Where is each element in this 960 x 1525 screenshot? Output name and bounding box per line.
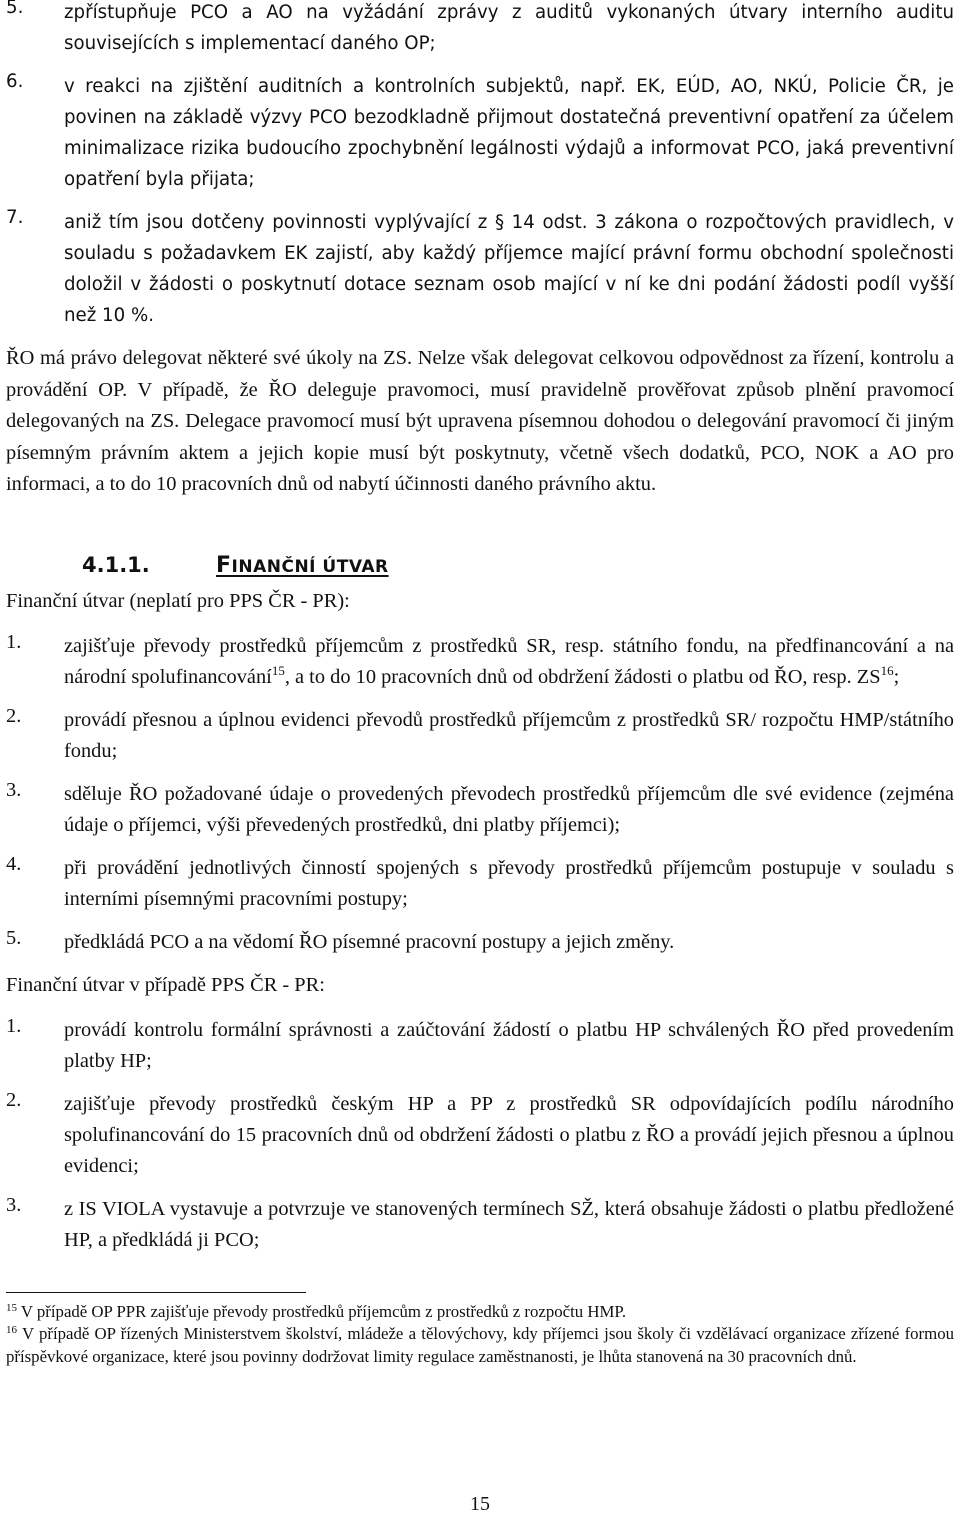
delegation-paragraph: ŘO má právo delegovat některé své úkoly na ZS. Nelze však delegovat celkovou odpovědnost za řízení, kontrolu a provádění OP. V případě, že ŘO deleguje pravomoci, musí pravidelně prověřovat způsob plnění pravomocí delegovaných na ZS. Delegace pravomocí musí být upravena písemnou dohodou o delegování pravomocí či jiným písemným právním aktem a jejich kopie musí být poskytnuty, včetně všech dodatků, PCO, NOK a AO pro informaci, a to do 10 pracovních dnů od nabytí účinnosti daného právního aktu. bbox=[6, 347, 954, 495]
list-item bbox=[6, 1089, 954, 1182]
list-item bbox=[6, 0, 954, 59]
list-number: 1. bbox=[6, 630, 22, 653]
list-not-pps bbox=[6, 631, 954, 958]
list-item bbox=[6, 779, 954, 841]
list-number: 1. bbox=[6, 1014, 22, 1037]
section-number: 4.1.1. bbox=[82, 552, 150, 577]
list-text-part: zajišťuje převody prostředků příjemcům z prostředků SR, resp. státního fondu, na předfinancování a na národní spolufinancování bbox=[64, 634, 954, 688]
footnote-ref[interactable]: 15 bbox=[271, 662, 285, 678]
list-item bbox=[6, 1194, 954, 1256]
section-title-initial: F bbox=[216, 552, 232, 578]
list-number: 2. bbox=[6, 704, 22, 727]
footnote-mark: 16 bbox=[6, 1324, 17, 1336]
list-item bbox=[6, 705, 954, 767]
section-title-rest: INANČNÍ ÚTVAR bbox=[231, 556, 389, 577]
list-number: 2. bbox=[6, 1088, 22, 1111]
list-text-part: ; bbox=[893, 665, 900, 688]
list-text: provádí kontrolu formální správnosti a zaúčtování žádostí o platbu HP schválených ŘO před provedením platby HP; bbox=[64, 1018, 954, 1072]
footnote-ref[interactable]: 16 bbox=[880, 662, 894, 678]
list-text: aniž tím jsou dotčeny povinnosti vyplývající z § 14 odst. 3 zákona o rozpočtových pravidlech, v souladu s požadavkem EK zajistí, aby každý příjemce mající právní formu obchodní společnosti doložil v žádosti o poskytnutí dotace seznam osob mající v ní ke dni podání žádosti podíl vyšší než 10 %. bbox=[64, 212, 954, 326]
list-item bbox=[6, 853, 954, 915]
list-number: 5. bbox=[6, 926, 22, 949]
footnote-separator bbox=[6, 1292, 306, 1293]
section-title bbox=[216, 553, 389, 578]
footnotes bbox=[6, 1301, 954, 1369]
list-number: 3. bbox=[6, 1193, 22, 1216]
list-text: zpřístupňuje PCO a AO na vyžádání zprávy z auditů vykonaných útvary interního auditu souvisejících s implementací daného OP; bbox=[64, 2, 954, 54]
intro-not-pps: Finanční útvar (neplatí pro PPS ČR - PR): bbox=[6, 589, 350, 612]
footnote bbox=[6, 1301, 954, 1324]
list-number: 7. bbox=[6, 207, 24, 228]
list-text: předkládá PCO a na vědomí ŘO písemné pracovní postupy a jejich změny. bbox=[64, 930, 675, 953]
list-text: v reakci na zjištění auditních a kontrolních subjektů, např. EK, EÚD, AO, NKÚ, Policie ČR, je povinen na základě výzvy PCO bezodkladně přijmout dostatečná preventivní opatření za účelem minimalizace rizika budoucího zpochybnění legálnosti výdajů a informovat PCO, jaká preventivní opatření byla přijata; bbox=[64, 76, 954, 190]
section-heading bbox=[82, 553, 954, 578]
list-number: 5. bbox=[6, 0, 24, 18]
footnote bbox=[6, 1323, 954, 1368]
list-text: z IS VIOLA vystavuje a potvrzuje ve stanovených termínech SŽ, která obsahuje žádosti o platbu předložené HP, a předkládá ji PCO; bbox=[64, 1197, 954, 1251]
list-item bbox=[6, 631, 954, 693]
intro-pps: Finanční útvar v případě PPS ČR - PR: bbox=[6, 973, 325, 996]
list-number: 4. bbox=[6, 852, 22, 875]
list-item bbox=[6, 71, 954, 195]
list-text: zajišťuje převody prostředků českým HP a PP z prostředků SR odpovídajících podílu národního spolufinancování do 15 pracovních dnů od obdržení žádosti o platbu z ŘO a provádí jejich přesnou a úplnou evidenci; bbox=[64, 1092, 954, 1177]
list-text: provádí přesnou a úplnou evidenci převodů prostředků příjemcům z prostředků SR/ rozpočtu HMP/státního fondu; bbox=[64, 708, 954, 762]
list-number: 3. bbox=[6, 778, 22, 801]
list-text bbox=[64, 631, 954, 693]
list-item bbox=[6, 1015, 954, 1077]
list-item bbox=[6, 207, 954, 331]
top-list bbox=[6, 0, 954, 331]
list-pps bbox=[6, 1015, 954, 1256]
list-text: sděluje ŘO požadované údaje o provedených převodech prostředků příjemcům dle své evidence (zejména údaje o příjemci, výši převedených prostředků, dni platby příjemci); bbox=[64, 782, 954, 836]
list-text: při provádění jednotlivých činností spojených s převody prostředků příjemcům postupuje v souladu s interními písemnými pracovními postupy; bbox=[64, 856, 954, 910]
list-number: 6. bbox=[6, 71, 24, 92]
page-number: 15 bbox=[470, 1493, 490, 1515]
list-item bbox=[6, 927, 954, 958]
footnote-mark: 15 bbox=[6, 1301, 17, 1314]
footnote-text: V případě OP PPR zajišťuje převody prostředků příjemcům z prostředků z rozpočtu HMP. bbox=[20, 1301, 627, 1321]
footnote-text: V případě OP řízených Ministerstvem školství, mládeže a tělovýchovy, kdy příjemci jsou školy či vzdělávací organizace zřízené formou příspěvkové organizace, které jsou povinny dodržovat limity regulace zaměstnanosti, je lhůta stanovená na 30 pracovních dnů. bbox=[6, 1324, 954, 1366]
list-text-part: , a to do 10 pracovních dnů od obdržení žádosti o platbu od ŘO, resp. ZS bbox=[284, 665, 881, 688]
